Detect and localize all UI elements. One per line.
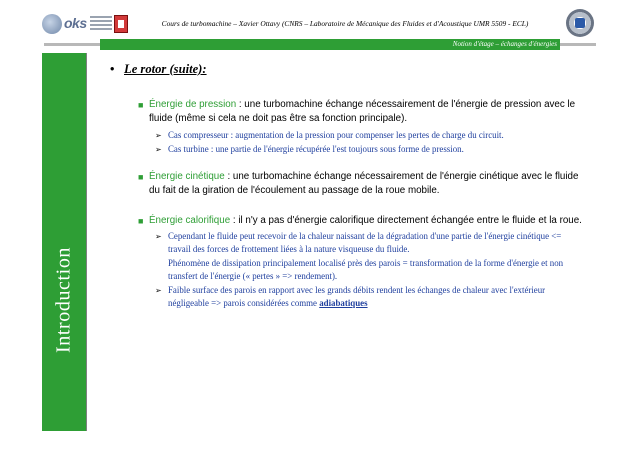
- text-compressor: Cas compresseur : augmentation de la pression pour compenser les pertes de charge du circuit.: [168, 129, 504, 140]
- square-bullet-icon: ■: [138, 215, 144, 226]
- term-heat: Énergie calorifique: [149, 214, 231, 226]
- sub-item-friction: [110, 230, 585, 256]
- text-turbine: Cas turbine : une partie de l'énergie récupérée l'est toujours sous forme de pression.: [168, 143, 464, 154]
- sub-item-compressor: [110, 129, 585, 142]
- sidebar-label: Introduction: [52, 246, 75, 354]
- text-heat: : il n'y a pas d'énergie calorifique directement échangée entre le fluide et la roue.: [230, 214, 582, 226]
- oks-logo: [42, 12, 120, 36]
- text-adiabatic: [168, 285, 545, 308]
- logo-caption-icon: [90, 16, 112, 32]
- sub-item-adiabatic: [110, 284, 585, 310]
- list-item-kinetic: [110, 170, 585, 199]
- slide-content: [110, 60, 585, 311]
- slide-heading: [110, 60, 585, 78]
- paragraph-dissipation: Phénomène de dissipation principalement localisé près des parois = transformation de la forme d'énergie et non transfert de l'énergie (« pertes » => rendement).: [168, 258, 564, 282]
- lab-seal-icon: [566, 9, 594, 37]
- heading-text: Le rotor (suite):: [124, 62, 207, 76]
- text-kinetic: : une turbomachine échange nécessairement de l'énergie cinétique avec le fluide du fait de la giration de l'écoulement au passage de la roue mobile.: [149, 170, 579, 197]
- bullet-icon: •: [110, 62, 115, 76]
- arrow-bullet-icon: ➢: [155, 286, 162, 296]
- course-header: Cours de turbomachine – Xavier Ottavy (CNRS – Laboratoire de Mécanique des Fluides et d'Acoustique UMR 5509 - ECL): [161, 19, 529, 28]
- header-rule-right: [560, 43, 596, 46]
- sidebar-divider: [86, 53, 87, 431]
- section-band: [100, 39, 560, 50]
- sidebar: [42, 53, 86, 431]
- list-item-heat: [110, 214, 585, 228]
- arrow-bullet-icon: ➢: [155, 232, 162, 242]
- sub-item-turbine: [110, 143, 585, 156]
- term-kinetic: Énergie cinétique: [149, 170, 225, 182]
- header-rule-left: [44, 43, 100, 46]
- text-friction: Cependant le fluide peut recevoir de la chaleur naissant de la dégradation d'une partie de l'énergie cinétique <= travail des forces de frottement liées à la nature visqueuse du fluide.: [168, 231, 562, 255]
- text-adiabatic-main: Faible surface des parois en rapport avec les grands débits rendent les échanges de chaleur avec l'extérieur négligeable => parois considérées comme: [168, 285, 546, 309]
- logo-emblem-icon: [42, 14, 62, 34]
- text-adiabatic-keyword: adiabatiques: [319, 298, 368, 309]
- term-pressure: Énergie de pression: [149, 99, 237, 110]
- list-item-pressure: [110, 98, 585, 127]
- square-bullet-icon: ■: [138, 171, 144, 182]
- text-pressure: : une turbomachine échange nécessairement de l'énergie de pression avec le fluide (même si cela ne doit pas être sa fonction principale).: [149, 99, 576, 125]
- ecl-shield-icon: [114, 15, 128, 33]
- logo-brand-text: oks: [64, 15, 87, 31]
- arrow-bullet-icon: ➢: [155, 130, 162, 140]
- section-band-label: Notion d'étage – échanges d'énergies: [452, 40, 557, 48]
- square-bullet-icon: ■: [138, 100, 144, 110]
- arrow-bullet-icon: ➢: [155, 144, 162, 154]
